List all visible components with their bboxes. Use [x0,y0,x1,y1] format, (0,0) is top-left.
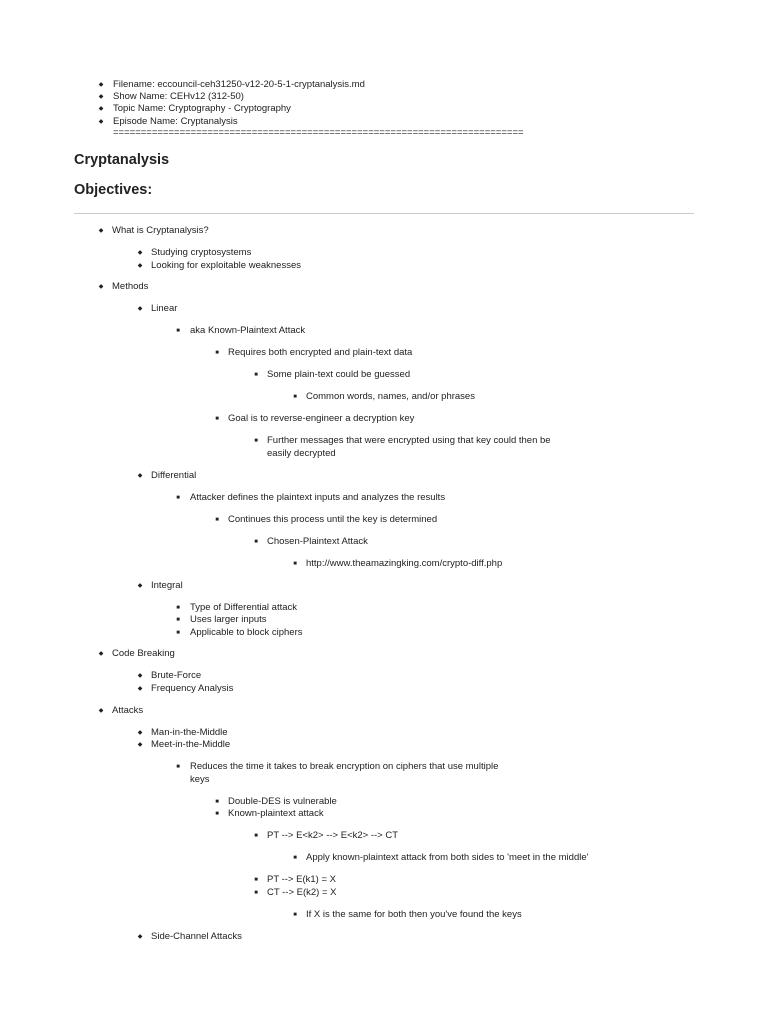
bullet-icon [134,470,146,482]
bullet-icon [95,705,107,717]
bullet-icon [172,492,184,504]
list-item: Chosen-Plaintext Attack [267,536,368,547]
bullet-icon [95,91,107,103]
meta-topic-name: Topic Name: Cryptography - Cryptography [113,103,291,114]
list-item: Double-DES is vulnerable [228,796,337,807]
list-item: Attacks [112,705,144,716]
bullet-icon [172,761,184,773]
bullet-icon [211,796,223,808]
list-item: What is Cryptanalysis? [112,225,209,236]
list-item: Type of Differential attack [190,602,298,613]
bullet-icon [95,281,107,293]
meta-filename: Filename: eccouncil-ceh31250-v12-20-5-1-cryptanalysis.md [113,79,365,90]
bullet-icon [211,514,223,526]
bullet-icon [211,413,223,425]
bullet-icon [134,739,146,751]
list-item: Attacker defines the plaintext inputs and analyzes the results [190,492,446,503]
separator-line: ========================================================================== [113,127,524,138]
divider [74,213,694,214]
bullet-icon [250,874,262,886]
list-item: Goal is to reverse-engineer a decryption key [228,413,415,424]
list-item: Reduces the time it takes to break encryption on ciphers that use multiple [190,761,499,772]
list-item: Uses larger inputs [190,614,267,625]
bullet-icon [134,260,146,272]
list-item: CT --> E(k2) = X [267,887,337,898]
bullet-icon [289,391,301,403]
list-item-continuation: keys [190,774,210,785]
list-item: Studying cryptosystems [151,247,252,258]
list-item: Known-plaintext attack [228,808,324,819]
list-item: Some plain-text could be guessed [267,369,411,380]
bullet-icon [95,79,107,91]
list-item: If X is the same for both then you've found the keys [306,909,522,920]
bullet-icon [250,435,262,447]
list-item: Applicable to block ciphers [190,627,303,638]
bullet-icon [172,627,184,639]
list-item: Common words, names, and/or phrases [306,391,475,402]
bullet-icon [95,116,107,128]
bullet-icon [134,683,146,695]
bullet-icon [95,103,107,115]
list-item: PT --> E<k2> --> E<k2> --> CT [267,830,399,841]
list-item: Brute-Force [151,670,202,681]
list-item: Linear [151,303,178,314]
list-item: Man-in-the-Middle [151,727,228,738]
bullet-icon [134,931,146,943]
list-item: Requires both encrypted and plain-text data [228,347,413,358]
bullet-icon [289,558,301,570]
list-item: Integral [151,580,183,591]
list-item: Code Breaking [112,648,175,659]
bullet-icon [172,614,184,626]
bullet-icon [250,369,262,381]
list-item-continuation: easily decrypted [267,448,336,459]
list-item: Looking for exploitable weaknesses [151,260,301,271]
bullet-icon [250,536,262,548]
page-title: Cryptanalysis [74,152,170,168]
list-item: PT --> E(k1) = X [267,874,336,885]
list-item: Frequency Analysis [151,683,234,694]
bullet-icon [250,887,262,899]
link[interactable]: http://www.theamazingking.com/crypto-diff.php [306,558,503,569]
bullet-icon [95,225,107,237]
bullet-icon [134,670,146,682]
list-item: Further messages that were encrypted using that key could then be [267,435,551,446]
list-item: Apply known-plaintext attack from both sides to 'meet in the middle' [306,852,589,863]
list-item: Side-Channel Attacks [151,931,242,942]
bullet-icon [134,303,146,315]
bullet-icon [250,830,262,842]
bullet-icon [172,325,184,337]
bullet-icon [211,347,223,359]
list-item: Meet-in-the-Middle [151,739,231,750]
bullet-icon [95,648,107,660]
meta-show-name: Show Name: CEHv12 (312-50) [113,91,244,102]
objectives-heading: Objectives: [74,182,153,198]
list-item: Differential [151,470,197,481]
bullet-icon [134,727,146,739]
bullet-icon [134,247,146,259]
list-item: Methods [112,281,149,292]
meta-episode-name: Episode Name: Cryptanalysis [113,116,238,127]
bullet-icon [211,808,223,820]
bullet-icon [289,909,301,921]
list-item: Continues this process until the key is determined [228,514,438,525]
bullet-icon [134,580,146,592]
bullet-icon [289,852,301,864]
bullet-icon [172,602,184,614]
list-item: aka Known-Plaintext Attack [190,325,306,336]
